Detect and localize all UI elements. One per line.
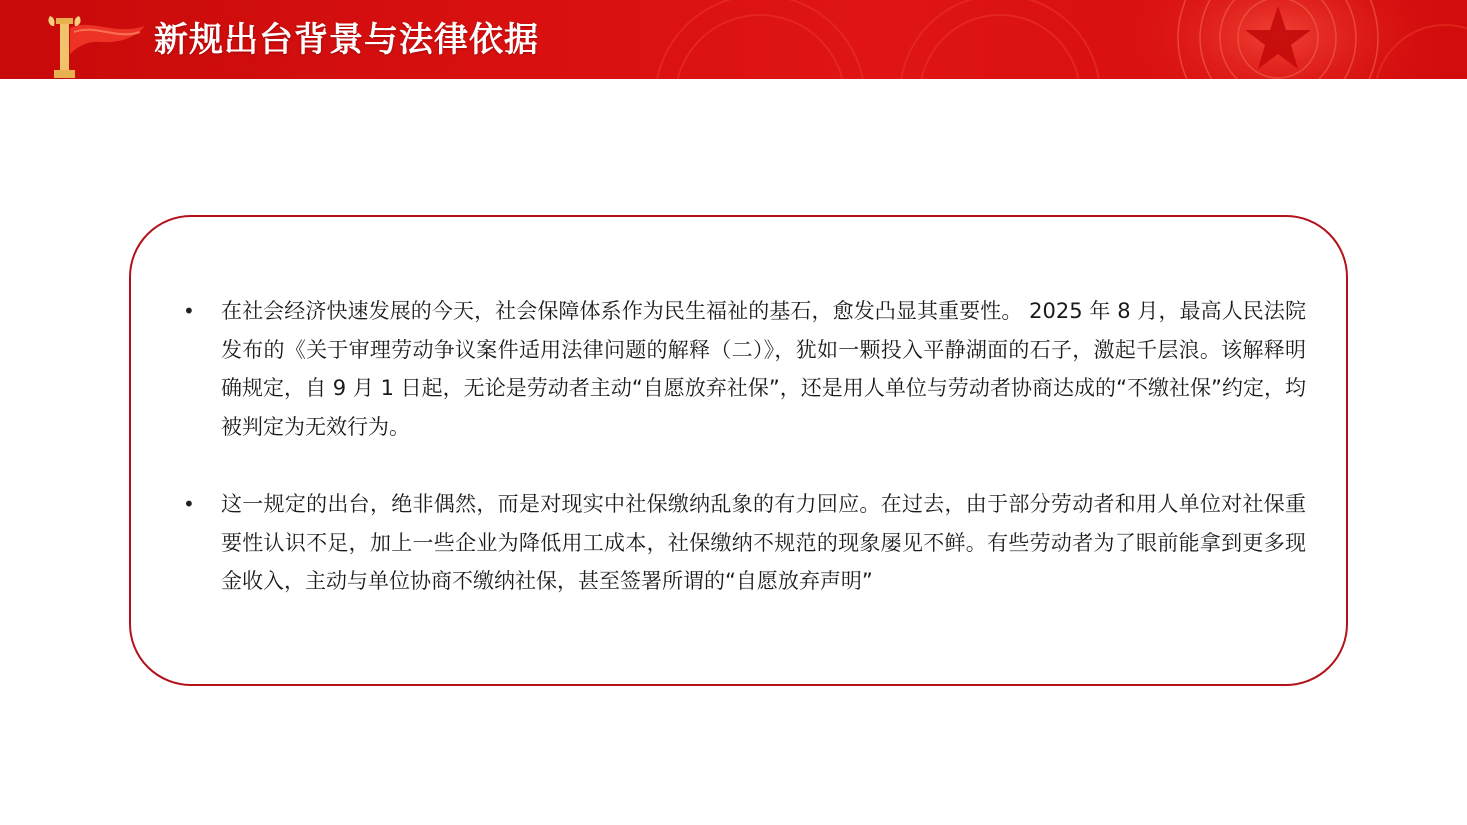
- bullet-item: [183, 292, 1306, 446]
- bullet-text: 在社会经济快速发展的今天，社会保障体系作为民生福祉的基石，愈发凸显其重要性。 2025 年 8 月，最高人民法院发布的《关于审理劳动争议案件适用法律问题的解释（二）》，犹如一颗投入平静湖面的石子，激起千层浪。该解释明确规定，自 9 月 1 日起，无论是劳动者主动“自愿放弃社保”，还是用人单位与劳动者协商达成的“不缴社保”约定，均被判定为无效行为。: [221, 299, 1306, 439]
- monument-emblem-icon: [40, 8, 150, 78]
- bullet-icon: •: [183, 299, 195, 323]
- bullet-item: [183, 485, 1306, 601]
- page-title: 新规出台背景与法律依据: [154, 20, 539, 60]
- content-card: [129, 215, 1348, 686]
- bullet-text: 这一规定的出台，绝非偶然，而是对现实中社保缴纳乱象的有力回应。在过去，由于部分劳动者和用人单位对社保重要性认识不足，加上一些企业为降低用工成本，社保缴纳不规范的现象屡见不鲜。有些劳动者为了眼前能拿到更多现金收入，主动与单位协商不缴纳社保，甚至签署所谓的“自愿放弃声明”: [221, 492, 1306, 593]
- header-banner: [0, 0, 1467, 79]
- bullet-icon: •: [183, 492, 195, 516]
